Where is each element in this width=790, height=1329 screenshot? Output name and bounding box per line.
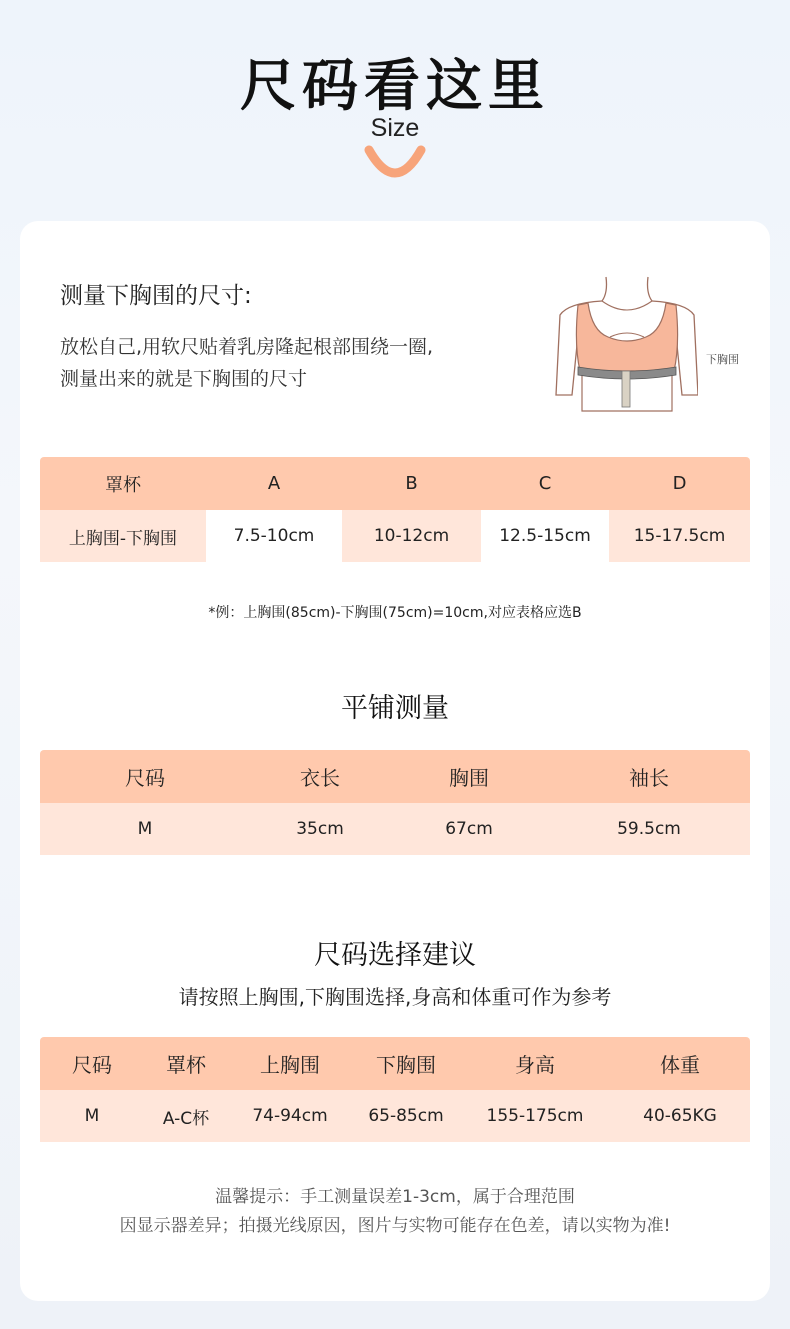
- table-header-cell: 体重: [610, 1037, 750, 1090]
- table-cell: 67cm: [390, 803, 548, 855]
- table-row: [40, 510, 750, 562]
- tips-line1: 温馨提示：手工测量误差1-3cm，属于合理范围: [215, 1187, 575, 1207]
- table-cell: M: [40, 1090, 144, 1142]
- table-cell: 15-17.5cm: [609, 510, 750, 562]
- underbust-measure-illustration: [548, 275, 698, 425]
- table-header-cell: A: [206, 457, 342, 510]
- tips-line2: 因显示器差异；拍摄光线原因，图片与实物可能存在色差，请以实物为准!: [119, 1216, 671, 1236]
- table-header-cell: D: [609, 457, 750, 510]
- table-cell: 59.5cm: [548, 803, 750, 855]
- table-header-cell: 袖长: [548, 750, 750, 803]
- measure-description: [60, 331, 433, 395]
- tips: [20, 1183, 770, 1241]
- table-cell: 12.5-15cm: [481, 510, 609, 562]
- cup-size-table: [40, 457, 750, 562]
- size-subtitle: Size: [370, 114, 420, 142]
- table-header-cell: C: [481, 457, 609, 510]
- table-header-cell: 身高: [460, 1037, 610, 1090]
- measure-title: 测量下胸围的尺寸:: [60, 283, 252, 309]
- table-header-row: [40, 750, 750, 803]
- size-guide-card: [20, 221, 770, 1301]
- table-cell: 65-85cm: [352, 1090, 460, 1142]
- table-cell: 10-12cm: [342, 510, 481, 562]
- table-cell: 上胸围-下胸围: [40, 510, 206, 562]
- flat-measure-heading: 平铺测量: [341, 693, 449, 724]
- page-title: 尺码看这里: [240, 54, 550, 119]
- table-header-cell: 罩杯: [40, 457, 206, 510]
- measure-desc-line1: 放松自己,用软尺贴着乳房隆起根部围绕一圈,: [60, 336, 434, 358]
- page-header: [0, 0, 790, 215]
- size-advice-heading: 尺码选择建议: [314, 940, 476, 971]
- table-header-cell: 下胸围: [352, 1037, 460, 1090]
- flat-measure-table: [40, 750, 750, 855]
- table-header-cell: 尺码: [40, 1037, 144, 1090]
- table-header-row: [40, 457, 750, 510]
- table-cell: M: [40, 803, 250, 855]
- smile-icon: [363, 144, 427, 184]
- table-cell: 35cm: [250, 803, 390, 855]
- table-cell: 155-175cm: [460, 1090, 610, 1142]
- table-header-cell: B: [342, 457, 481, 510]
- table-cell: A-C杯: [144, 1090, 228, 1142]
- table-header-row: [40, 1037, 750, 1090]
- table-cell: 40-65KG: [610, 1090, 750, 1142]
- table-header-cell: 衣长: [250, 750, 390, 803]
- example-note: *例：上胸围(85cm)-下胸围(75cm)=10cm,对应表格应选B: [208, 605, 582, 621]
- measure-desc-line2: 测量出来的就是下胸围的尺寸: [60, 368, 308, 390]
- table-cell: 7.5-10cm: [206, 510, 342, 562]
- table-cell: 74-94cm: [228, 1090, 352, 1142]
- table-header-cell: 上胸围: [228, 1037, 352, 1090]
- size-advice-table: [40, 1037, 750, 1142]
- table-header-cell: 尺码: [40, 750, 250, 803]
- table-row: [40, 1090, 750, 1142]
- table-header-cell: 罩杯: [144, 1037, 228, 1090]
- table-row: [40, 803, 750, 855]
- underbust-label: 下胸围: [706, 353, 739, 366]
- size-advice-subheading: 请按照上胸围,下胸围选择,身高和体重可作为参考: [178, 985, 612, 1009]
- table-header-cell: 胸围: [390, 750, 548, 803]
